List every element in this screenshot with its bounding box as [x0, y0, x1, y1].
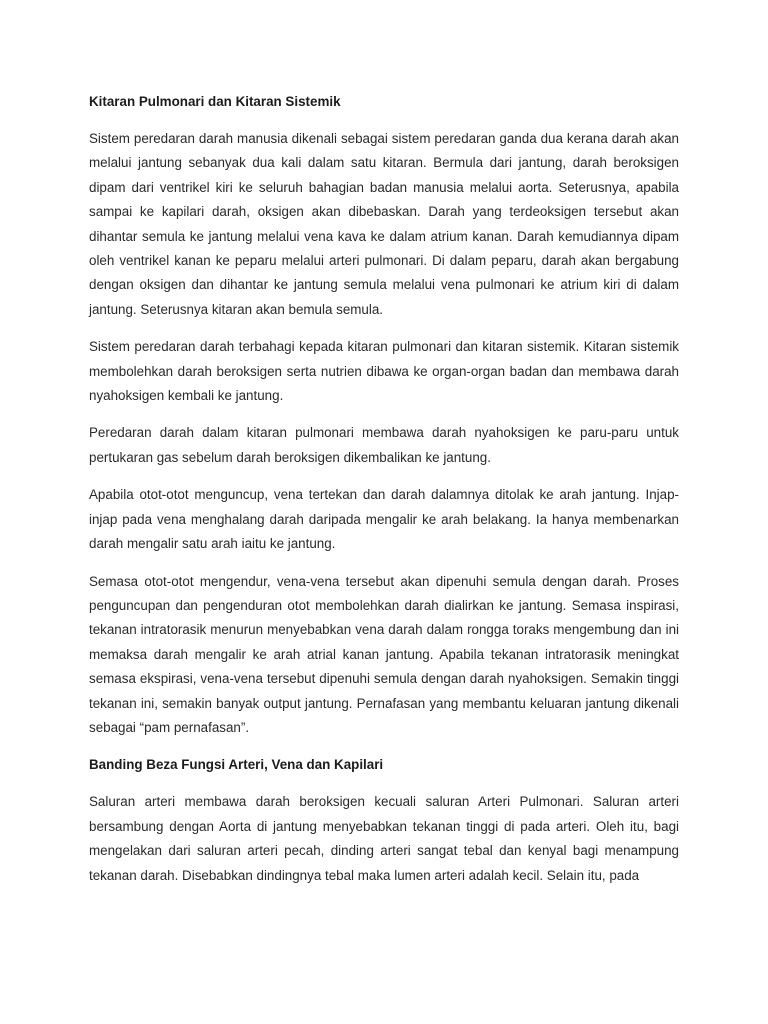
paragraph-otot-menguncup: Apabila otot-otot menguncup, vena tertekan dan darah dalamnya ditolak ke arah jantung. Injap-injap pada vena menghalang darah daripada mengalir ke arah belakang. Ia hanya membenarkan darah mengalir satu arah iaitu ke jantung. — [89, 487, 679, 552]
section-heading-banding-beza: Banding Beza Fungsi Arteri, Vena dan Kapilari — [89, 757, 384, 773]
paragraph-saluran-arteri: Saluran arteri membawa darah beroksigen kecuali saluran Arteri Pulmonari. Saluran arteri bersambung dengan Aorta di jantung menyebabkan tekanan tinggi di pada arteri. Oleh itu, bagi mengelakan dari saluran arteri pecah, dinding arteri sangat tebal dan kenyal bagi menampung tekanan darah. Disebabkan dindingnya tebal maka lumen arteri adalah kecil. Selain itu, pada — [89, 794, 679, 883]
paragraph-otot-mengendur: Semasa otot-otot mengendur, vena-vena tersebut akan dipenuhi semula dengan darah. Proses penguncupan dan pengenduran otot membolehkan darah dialirkan ke jantung. Semasa inspirasi, tekanan intratorasik menurun menyebabkan vena darah dalam rongga toraks mengembung dan ini memaksa darah mengalir ke arah atrial kanan jantung. Apabila tekanan intratorasik meningkat semasa ekspirasi, vena-vena tersebut dipenuhi semula dengan darah nyahoksigen. Semakin tinggi tekanan ini, semakin banyak output jantung. Pernafasan yang membantu keluaran jantung dikenali sebagai “pam pernafasan”. — [89, 573, 679, 735]
paragraph-kitaran-sistemik: Sistem peredaran darah terbahagi kepada kitaran pulmonari dan kitaran sistemik. Kitaran sistemik membolehkan darah beroksigen serta nutrien dibawa ke organ-organ badan dan membawa darah nyahoksigen kembali ke jantung. — [89, 339, 679, 404]
section-heading-kitaran: Kitaran Pulmonari dan Kitaran Sistemik — [89, 94, 341, 109]
document-page — [89, 90, 679, 888]
paragraph-peredaran-ganda: Sistem peredaran darah manusia dikenali sebagai sistem peredaran ganda dua kerana darah akan melalui jantung sebanyak dua kali dalam satu kitaran. Bermula dari jantung, darah beroksigen dipam dari ventrikel kiri ke seluruh bahagian badan manusia melalui aorta. Seterusnya, apabila sampai ke kapilari darah, oksigen akan dibebaskan. Darah yang terdeoksigen tersebut akan dihantar semula ke jantung melalui vena kava ke dalam atrium kanan. Darah kemudiannya dipam oleh ventrikel kanan ke peparu melalui arteri pulmonari. Di dalam peparu, darah akan bergabung dengan oksigen dan dihantar ke jantung semula melalui vena pulmonari ke atrium kiri di dalam jantung. Seterusnya kitaran akan bemula semula. — [89, 131, 679, 317]
paragraph-kitaran-pulmonari: Peredaran darah dalam kitaran pulmonari membawa darah nyahoksigen ke paru-paru untuk pertukaran gas sebelum darah beroksigen dikembalikan ke jantung. — [89, 425, 679, 465]
